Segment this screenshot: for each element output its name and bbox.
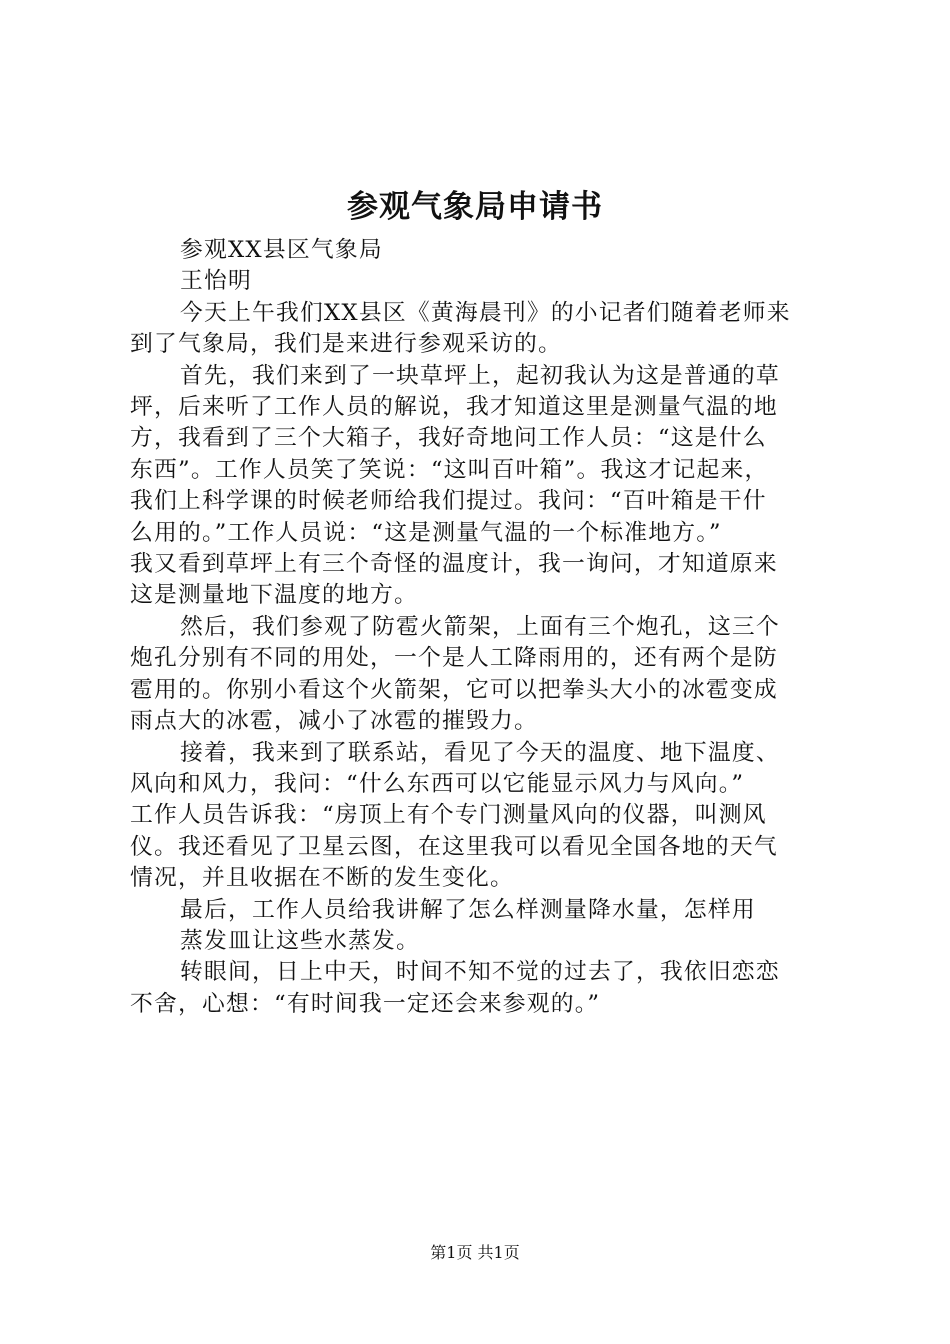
body-line: 方，我看到了三个大箱子，我好奇地问工作人员：“这是什么: [130, 425, 767, 452]
body-line: 到了气象局，我们是来进行参观采访的。: [130, 331, 562, 358]
body-line: 我们上科学课的时候老师给我们提过。我问：“百叶箱是干什: [130, 488, 767, 515]
body-line: 雹用的。你别小看这个火箭架，它可以把拳头大小的冰雹变成: [130, 676, 778, 703]
body-line: 情况，并且收据在不断的发生变化。: [130, 865, 514, 892]
body-line: 风向和风力，我问：“什么东西可以它能显示风力与风向。”: [130, 770, 745, 797]
body-line: 转眼间，日上中天，时间不知不觉的过去了，我依旧恋恋: [180, 959, 780, 986]
body-line: 参观XX县区气象局: [180, 237, 383, 263]
body-line: 仪。我还看见了卫星云图，在这里我可以看见全国各地的天气: [130, 833, 778, 860]
body-line: 今天上午我们XX县区《黄海晨刊》的小记者们随着老师来: [180, 299, 791, 326]
body-line: 东西”。工作人员笑了笑说：“这叫百叶箱”。我这才记起来，: [130, 456, 769, 483]
body-line: 最后，工作人员给我讲解了怎么样测量降水量，怎样用: [180, 896, 756, 923]
document-body: [130, 235, 830, 1020]
body-line: 炮孔分别有不同的用处，一个是人工降雨用的，还有两个是防: [130, 645, 778, 672]
body-line: 王怡明: [180, 268, 252, 295]
body-line: 雨点大的冰雹，减小了冰雹的摧毁力。: [130, 708, 538, 735]
body-line: 工作人员告诉我：“房顶上有个专门测量风向的仪器，叫测风: [130, 802, 767, 829]
body-line: 蒸发皿让这些水蒸发。: [180, 927, 420, 954]
body-line: 这是测量地下温度的地方。: [130, 582, 418, 609]
body-line: 然后，我们参观了防雹火箭架，上面有三个炮孔，这三个: [180, 613, 780, 640]
body-line: 接着，我来到了联系站，看见了今天的温度、地下温度、: [180, 739, 780, 766]
body-line: 坪，后来听了工作人员的解说，我才知道这里是测量气温的地: [130, 394, 778, 421]
document-title: 参观气象局申请书: [347, 189, 603, 225]
body-line: 么用的。”工作人员说：“这是测量气温的一个标准地方。”: [130, 519, 722, 546]
body-line: 首先，我们来到了一块草坪上，起初我认为这是普通的草: [180, 362, 780, 389]
body-line: 不舍，心想：“有时间我一定还会来参观的。”: [130, 990, 601, 1017]
page-footer: 第1页 共1页: [430, 1243, 520, 1262]
body-line: 我又看到草坪上有三个奇怪的温度计，我一询问，才知道原来: [130, 551, 778, 578]
